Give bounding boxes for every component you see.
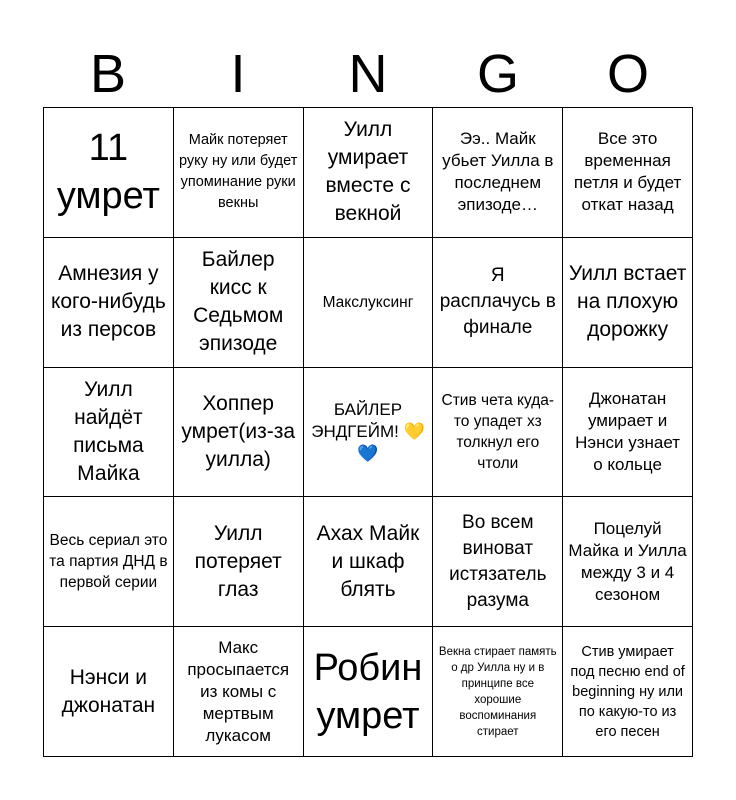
bingo-cell-r5-c1[interactable] (44, 627, 174, 757)
bingo-cell-text: Я расплачусь в финале (439, 265, 556, 339)
bingo-cell-r1-c3[interactable] (304, 108, 434, 238)
bingo-cell-text: 11 умрет (56, 127, 160, 218)
bingo-cell-r4-c5[interactable] (563, 497, 693, 627)
bingo-cell-r3-c1[interactable] (44, 368, 174, 498)
bingo-cell-text: Байлер кисс к Седьмом эпизоде (193, 248, 284, 356)
bingo-grid (43, 107, 693, 757)
bingo-cell-text: Стив умирает под песню end of beginning ну или по какую-то из его песен (570, 643, 685, 740)
bingo-cell-text: Во всем виноват истязатель разума (449, 511, 547, 611)
bingo-cell-text: Майк потеряет руку ну или будет упоминание руки векны (179, 132, 298, 212)
bingo-header (43, 40, 693, 108)
bingo-cell-r5-c4[interactable] (433, 627, 563, 757)
bingo-cell-r4-c4[interactable] (433, 497, 563, 627)
bingo-cell-text: Уилл умирает вместе с векной (325, 118, 411, 226)
bingo-cell-r1-c1[interactable] (44, 108, 174, 238)
bingo-cell-text: Хоппер умрет(из-за уилла) (181, 391, 296, 471)
bingo-cell-text: Робин умрет (313, 646, 423, 737)
bingo-cell-text: Ээ.. Майк убьет Уилла в последнем эпизоде… (442, 129, 554, 215)
bingo-cell-text: БАЙЛЕР ЭНДГЕЙМ! 💛💙 (311, 399, 425, 463)
bingo-cell-r4-c1[interactable] (44, 497, 174, 627)
bingo-cell-r1-c2[interactable] (174, 108, 304, 238)
header-letter-o: O (606, 44, 649, 104)
bingo-cell-r5-c2[interactable] (174, 627, 304, 757)
bingo-cell-r5-c3[interactable] (304, 627, 434, 757)
bingo-cell-text: Все это временная петля и будет откат назад (573, 129, 682, 215)
bingo-cell-text: Уилл найдёт письма Майка (73, 377, 144, 485)
bingo-cell-r3-c5[interactable] (563, 368, 693, 498)
bingo-cell-r2-c2[interactable] (174, 238, 304, 368)
bingo-cell-r3-c4[interactable] (433, 368, 563, 498)
bingo-cell-r5-c5[interactable] (563, 627, 693, 757)
bingo-cell-free-space[interactable] (304, 368, 434, 498)
bingo-cell-text: Уилл потеряет глаз (194, 521, 282, 601)
bingo-cell-text: Уилл встает на плохую дорожку (568, 262, 687, 342)
header-letter-i: I (230, 44, 246, 104)
bingo-cell-text: Стив чета куда-то упадет хз толкнул его чтоли (441, 391, 555, 472)
bingo-cell-r2-c5[interactable] (563, 238, 693, 368)
bingo-cell-r4-c3[interactable] (304, 497, 434, 627)
bingo-cell-text: Амнезия у кого-нибудь из персов (50, 262, 166, 342)
bingo-cell-text: Джонатан умирает и Нэнси узнает о кольце (575, 388, 681, 474)
bingo-cell-text: Ахах Майк и шкаф блять (316, 521, 420, 601)
bingo-cell-r1-c5[interactable] (563, 108, 693, 238)
header-letter-n: N (348, 44, 388, 104)
bingo-cell-r4-c2[interactable] (174, 497, 304, 627)
bingo-cell-text: Векна стирает память о др Уилла ну и в принципе все хорошие воспоминания стирает (438, 645, 557, 738)
bingo-cell-r2-c3[interactable] (304, 238, 434, 368)
header-letter-g: G (476, 44, 519, 104)
bingo-cell-text: Нэнси и джонатан (61, 665, 156, 717)
bingo-cell-text: Поцелуй Майка и Уилла между 3 и 4 сезоном (568, 518, 687, 604)
bingo-cell-r3-c2[interactable] (174, 368, 304, 498)
bingo-cell-text: Макслуксинг (322, 293, 414, 311)
bingo-cell-text: Весь сериал это та партия ДНД в первой серии (49, 532, 168, 592)
bingo-cell-r2-c1[interactable] (44, 238, 174, 368)
bingo-cell-r2-c4[interactable] (433, 238, 563, 368)
bingo-cell-r1-c4[interactable] (433, 108, 563, 238)
header-letter-b: B (89, 44, 127, 104)
bingo-cell-text: Макс просыпается из комы с мертвым лукасом (187, 637, 290, 745)
